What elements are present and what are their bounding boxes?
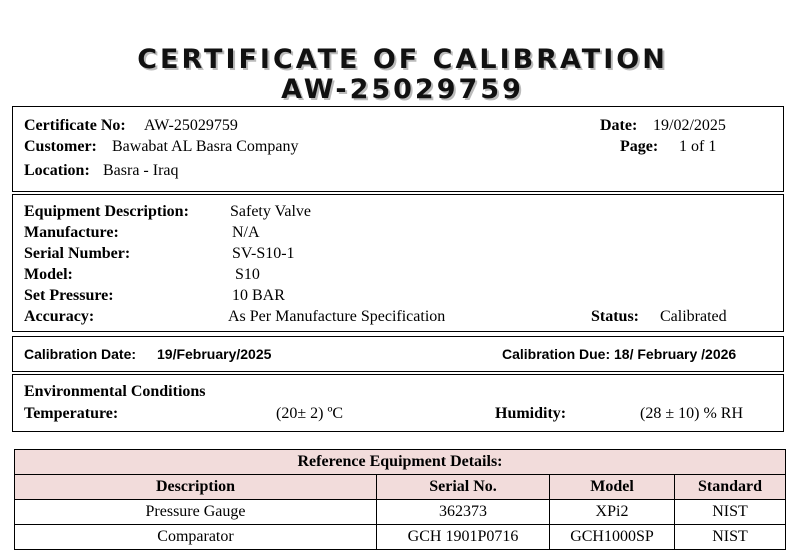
date-value: 19/02/2025	[653, 117, 726, 134]
page-value: 1 of 1	[679, 138, 717, 155]
cert-no-value: AW-25029759	[144, 117, 238, 134]
environment-box	[12, 374, 784, 432]
column-header: Description	[15, 475, 377, 500]
page-label: Page:	[620, 138, 659, 155]
manufacture-label: Manufacture:	[24, 224, 119, 241]
calibration-dates-box	[12, 336, 784, 372]
certificate-header-box	[12, 106, 784, 192]
table-row	[15, 500, 786, 525]
humidity-value: (28 ± 10) % RH	[640, 405, 743, 422]
location-value: Basra - Iraq	[103, 162, 179, 179]
column-header: Serial No.	[377, 475, 550, 500]
equipment-box	[12, 194, 784, 332]
table-cell: NIST	[675, 500, 786, 525]
calibration-date-value: 19/February/2025	[157, 346, 272, 362]
certificate-number-title: AW-25029759	[281, 74, 524, 105]
table-heading-row	[15, 450, 786, 475]
table-cell: 362373	[377, 500, 550, 525]
accuracy-value: As Per Manufacture Specification	[228, 308, 446, 325]
table-row	[15, 525, 786, 550]
table-cell: NIST	[675, 525, 786, 550]
certificate-title: CERTIFICATE OF CALIBRATION	[137, 44, 668, 75]
column-header: Standard	[675, 475, 786, 500]
status-label: Status:	[591, 308, 640, 325]
table-cell: XPi2	[550, 500, 675, 525]
customer-value: Bawabat AL Basra Company	[112, 138, 299, 155]
equipment-description-label: Equipment Description:	[24, 203, 189, 220]
temperature-value: (20± 2) ºC	[276, 405, 344, 422]
table-cell: Pressure Gauge	[15, 500, 377, 525]
environment-heading: Environmental Conditions	[24, 383, 206, 400]
table-cell: GCH1000SP	[550, 525, 675, 550]
table-cell: Comparator	[15, 525, 377, 550]
model-label: Model:	[24, 266, 73, 283]
accuracy-label: Accuracy:	[24, 308, 95, 325]
table-header-row	[15, 475, 786, 500]
humidity-label: Humidity:	[495, 405, 567, 422]
serial-number-value: SV-S10-1	[232, 245, 295, 262]
set-pressure-label: Set Pressure:	[24, 287, 114, 304]
column-header: Model	[550, 475, 675, 500]
table-cell: GCH 1901P0716	[377, 525, 550, 550]
manufacture-value: N/A	[232, 224, 260, 241]
date-label: Date:	[600, 117, 638, 134]
reference-heading: Reference Equipment Details:	[15, 450, 786, 475]
serial-number-label: Serial Number:	[24, 245, 131, 262]
location-label: Location:	[24, 162, 90, 179]
temperature-label: Temperature:	[24, 405, 119, 422]
set-pressure-value: 10 BAR	[232, 287, 285, 304]
reference-equipment-table	[14, 449, 786, 550]
equipment-description-value: Safety Valve	[230, 203, 312, 220]
calibration-date-label: Calibration Date:	[24, 346, 137, 362]
cert-no-label: Certificate No:	[24, 117, 126, 134]
customer-label: Customer:	[24, 138, 97, 155]
status-value: Calibrated	[660, 308, 727, 325]
model-value: S10	[235, 266, 260, 283]
calibration-due: Calibration Due: 18/ February /2026	[502, 346, 737, 362]
